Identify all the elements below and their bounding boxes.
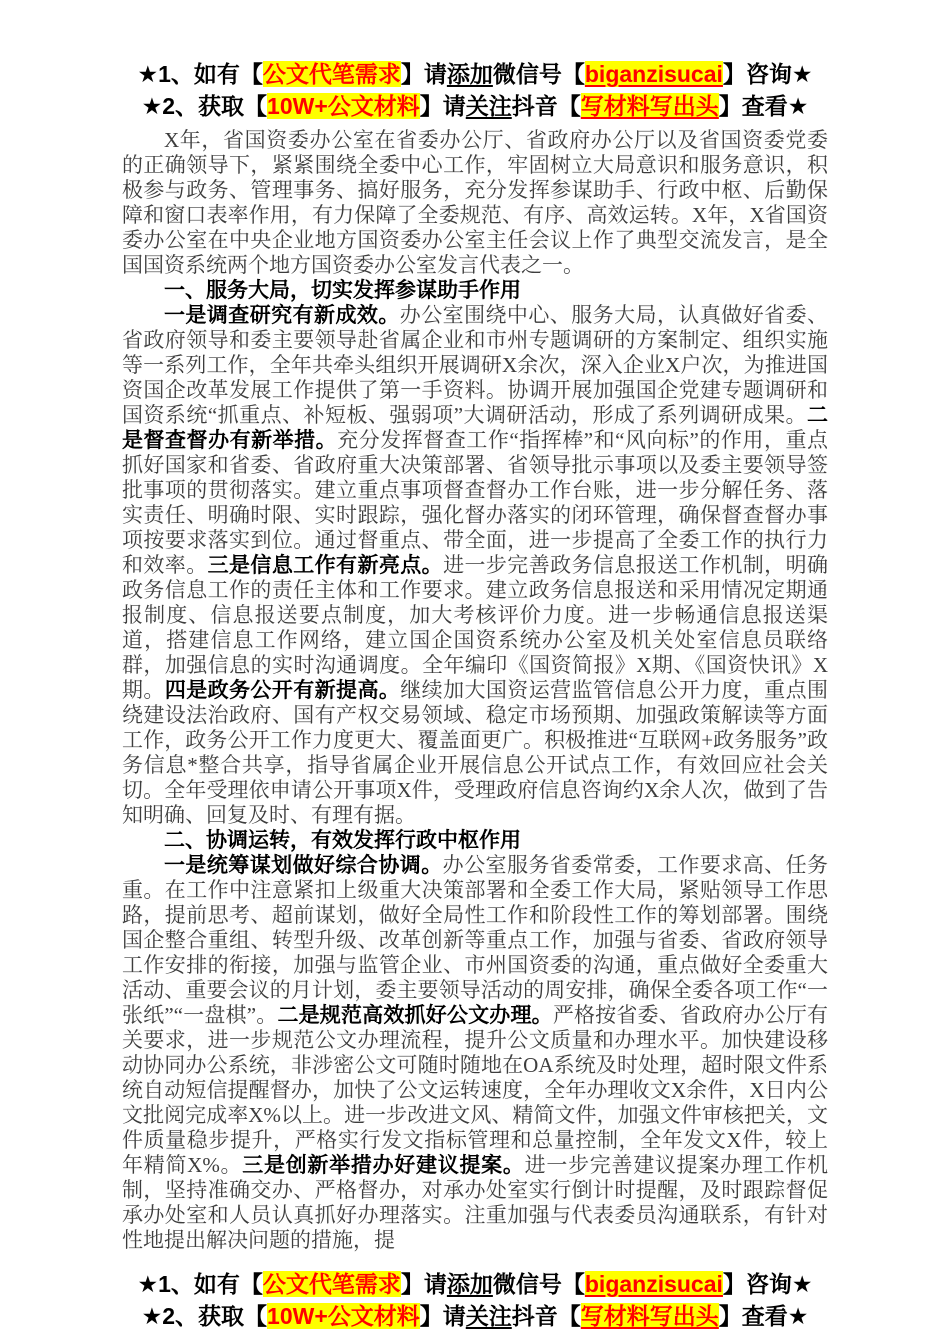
promo-banner-top (122, 58, 828, 122)
point-text: 充分发挥督查工作“指挥棒”和“风向标”的作用，重点抓好国家和省委、省政府重大决策部署、省领导批示事项以及委主要领导签批事项的贯彻落实。建立重点事项督查督办工作台账，进一步分解任务、落实责任、明确时限、实时跟踪，强化督办落实的闭环管理，确保督查督办事项按要求落实到位。通过督重点、带全面，进一步提高了全委工作的执行力和效率。 (122, 428, 828, 577)
promo-text: 微信号【 (492, 1271, 585, 1297)
paragraph (122, 128, 828, 278)
promo-text: 】咨询★ (722, 1271, 813, 1297)
promo-text: 】请 (419, 93, 466, 119)
promo-text: 】请 (419, 1303, 466, 1329)
promo-action-follow: 关注 (465, 93, 512, 119)
promo-banner-bottom (122, 1268, 828, 1332)
promo-douyin-id: 写材料写出头 (580, 93, 719, 119)
point-text: 办公室围绕中心、服务大局，认真做好省委、省政府领导和委主要领导赴省属企业和市州专题调研的方案制定、组织实施等一系列工作，全年共牵头组织开展调研X余次，深入企业X户次，为推进国资国企改革发展工作提供了第一手资料。协调开展加强国企党建专题调研和国资系统“抓重点、补短板、强弱项”大调研活动，形成了系列调研成果。 (122, 303, 828, 427)
promo-line-1 (122, 58, 828, 90)
promo-action-follow: 关注 (465, 1303, 512, 1329)
promo-text: 抖音【 (511, 1303, 581, 1329)
promo-text: ★1、如有【 (137, 61, 263, 87)
point-lead: 一是统筹谋划做好综合协调。 (164, 854, 443, 877)
promo-text: 】咨询★ (722, 61, 813, 87)
promo-text: ★2、获取【 (141, 1303, 268, 1329)
promo-text: ★1、如有【 (137, 1271, 263, 1297)
section-heading (122, 278, 828, 303)
intro-text: X年，省国资委办公室在省委办公厅、省政府办公厅以及省国资委党委的正确领导下，紧紧围绕全委中心工作，牢固树立大局意识和服务意识，积极参与政务、管理事务、搞好服务，充分发挥参谋助手、行政中枢、后勤保障和窗口表率作用，有力保障了全委规范、有序、高效运转。X年，X省国资委办公室在中央企业地方国资委办公室主任会议上作了典型交流发言，是全国国资系统两个地方国资委办公室发言代表之一。 (122, 128, 828, 277)
point-text: 办公室服务省委常委，工作要求高、任务重。在工作中注意紧扣上级重大决策部署和全委工作大局，紧贴领导工作思路，提前思考、超前谋划，做好全局性工作和阶段性工作的筹划部署。围绕国企整合重组、转型升级、改革创新等重点工作，加强与省委、省政府领导工作安排的衔接，加强与监管企业、市州国资委的沟通，重点做好全委重大活动、重要会议的月计划，委主要领导活动的周安排，确保全委各项工作“一张纸”“一盘棋”。 (122, 853, 829, 1027)
promo-line-2 (122, 90, 828, 122)
promo-action-add: 添加 (446, 1271, 493, 1297)
section-1-title: 一、服务大局，切实发挥参谋助手作用 (164, 279, 521, 302)
document-body (122, 128, 828, 1253)
promo-keyword-ghostwriting: 公文代笔需求 (262, 61, 401, 87)
promo-action-add: 添加 (446, 61, 493, 87)
promo-text: 】查看★ (718, 1303, 809, 1329)
point-lead: 三是创新举措办好建议提案。 (242, 1154, 525, 1177)
promo-line-2 (122, 1300, 828, 1332)
point-lead: 二是督查督办有新举措。 (122, 404, 828, 452)
promo-wechat-id: biganzisucai (584, 1271, 723, 1297)
point-text: 进一步完善政务信息报送工作机制，明确政务信息工作的责任主体和工作要求。建立政务信息报送和采用情况定期通报制度、信息报送要点制度，加大考核评价力度。进一步畅通信息报送渠道，搭建信息工作网络，建立国企国资系统办公室及机关处室信息员联络群，加强信息的实时沟通调度。全年编印《国资简报》X期、《国资快讯》X期。 (122, 553, 828, 702)
promo-line-1 (122, 1268, 828, 1300)
section-2-title: 二、协调运转，有效发挥行政中枢作用 (164, 829, 521, 852)
promo-keyword-ghostwriting: 公文代笔需求 (262, 1271, 401, 1297)
paragraph (122, 853, 828, 1253)
point-text: 进一步完善建议提案办理工作机制，坚持准确交办、严格督办，对承办处室实行倒计时提醒，及时跟踪督促承办处室和人员认真抓好办理落实。注重加强与代表委员沟通联系，有针对性地提出解决问题的措施，提 (122, 1153, 829, 1252)
promo-text: ★2、获取【 (141, 93, 268, 119)
point-lead: 三是信息工作有新亮点。 (207, 554, 444, 577)
section-heading (122, 828, 828, 853)
promo-text: 】请 (400, 1271, 447, 1297)
paragraph (122, 303, 828, 828)
promo-text: 】请 (400, 61, 447, 87)
promo-keyword-materials: 10W+公文材料 (267, 1303, 420, 1329)
promo-douyin-id: 写材料写出头 (580, 1303, 719, 1329)
promo-wechat-id: biganzisucai (584, 61, 723, 87)
point-text: 继续加大国资运营监管信息公开力度，重点围绕建设法治政府、国有产权交易领域、稳定市场预期、加强政策解读等方面工作，政务公开工作力度更大、覆盖面更广。积极推进“互联网+政务服务”政务信息*整合共享，指导省属企业开展信息公开试点工作，有效回应社会关切。全年受理依申请公开事项X件，受理政府信息咨询约X余人次，做到了告知明确、回复及时、有理有据。 (122, 678, 828, 827)
promo-text: 抖音【 (511, 93, 581, 119)
point-lead: 一是调查研究有新成效。 (164, 304, 400, 327)
point-text: 严格按省委、省政府办公厅有关要求，进一步规范公文办理流程，提升公文质量和办理水平。加快建设移动协同办公系统，非涉密公文可随时随地在OA系统及时处理，超时限文件系统自动短信提醒督办，加快了公文运转速度，全年办理收文X余件，X日内公文批阅完成率X%以上。进一步改进文风、精简文件，加强文件审核把关，文件质量稳步提升，严格实行发文指标管理和总量控制，全年发文X件，较上年精简X%。 (122, 1003, 829, 1177)
point-lead: 二是规范高效抓好公文办理。 (277, 1004, 553, 1027)
promo-keyword-materials: 10W+公文材料 (267, 93, 420, 119)
point-lead: 四是政务公开有新提高。 (164, 679, 401, 702)
promo-text: 】查看★ (718, 93, 809, 119)
promo-text: 微信号【 (492, 61, 585, 87)
